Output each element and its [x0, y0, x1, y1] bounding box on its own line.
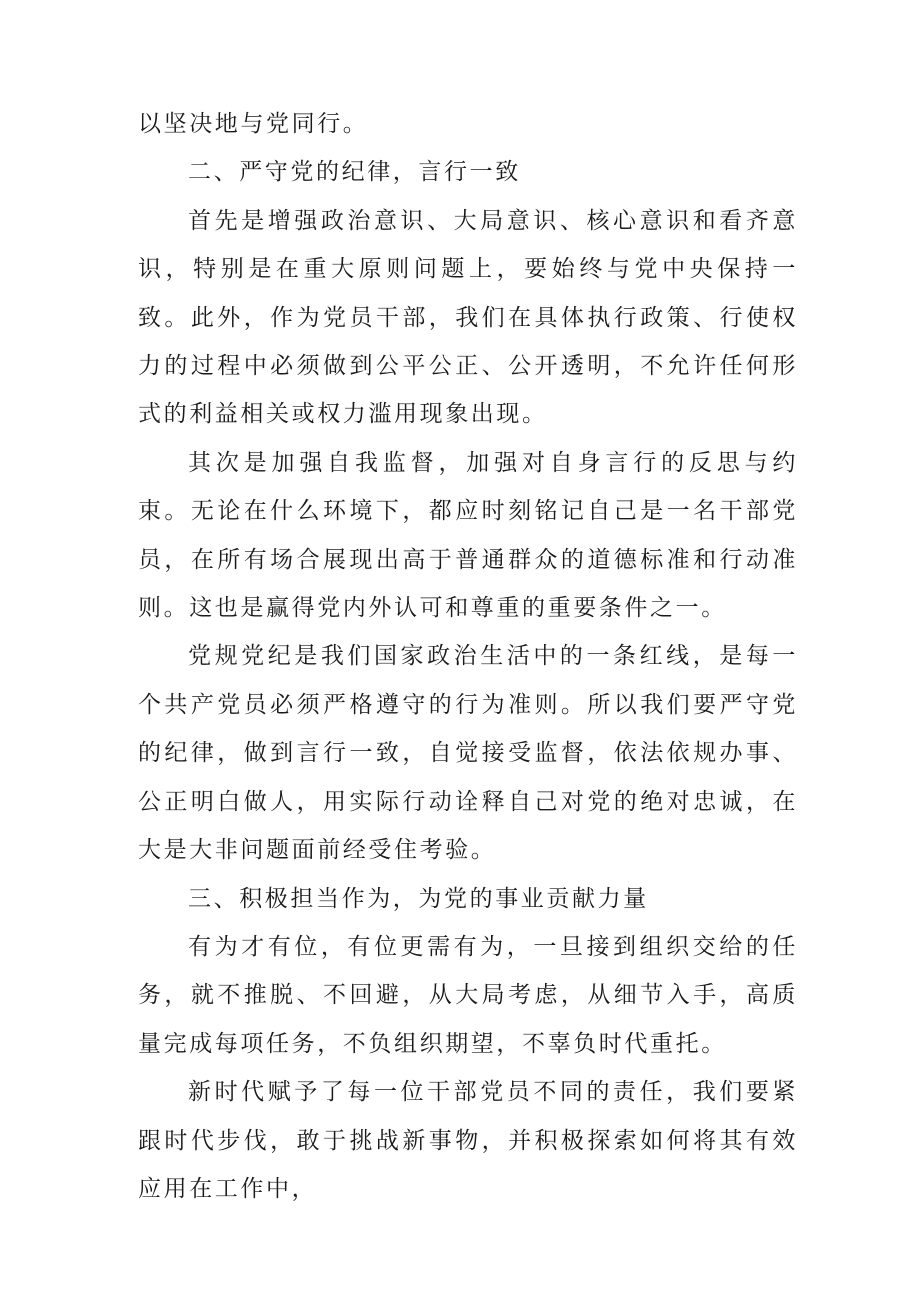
- section-heading-2: 二、严守党的纪律，言行一致: [188, 159, 521, 186]
- paragraph-continuation: 以坚决地与党同行。: [138, 111, 369, 137]
- paragraph: 新时代赋予了每一位干部党员不同的责任，我们要紧跟时代步伐，敢于挑战新事物，并积极探索如何将其有效应用在工作中，: [138, 1079, 798, 1202]
- paragraph: 党规党纪是我们国家政治生活中的一条红线，是每一个共产党员必须严格遵守的行为准则。所以我们要严守党的纪律，做到言行一致，自觉接受监督，依法依规办事、公正明白做人，用实际行动诠释自己对党的绝对忠诚，在大是大非问题面前经受住考验。: [138, 643, 798, 864]
- paragraph: 其次是加强自我监督，加强对自身言行的反思与约束。无论在什么环境下，都应时刻铭记自己是一名干部党员，在所有场合展现出高于普通群众的道德标准和行动准则。这也是赢得党内外认可和尊重的重要条件之一。: [138, 449, 798, 622]
- paragraph: 首先是增强政治意识、大局意识、核心意识和看齐意识，特别是在重大原则问题上，要始终与党中央保持一致。此外，作为党员干部，我们在具体执行政策、行使权力的过程中必须做到公平公正、公开透明，不允许任何形式的利益相关或权力滥用现象出现。: [138, 207, 798, 428]
- paragraph: 有为才有位，有位更需有为，一旦接到组织交给的任务，就不推脱、不回避，从大局考虑，从细节入手，高质量完成每项任务，不负组织期望，不辜负时代重托。: [138, 933, 798, 1057]
- document-body: [138, 100, 798, 1213]
- section-heading-3: 三、积极担当作为，为党的事业贡献力量: [188, 885, 649, 912]
